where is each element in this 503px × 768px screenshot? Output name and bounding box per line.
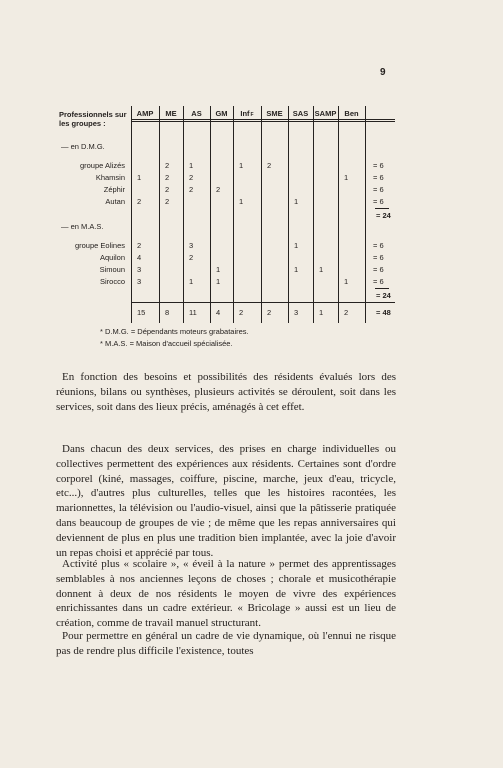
table-cell: 3 xyxy=(189,241,194,250)
table-cell: 1 xyxy=(294,197,299,206)
staffing-table xyxy=(55,103,405,335)
row-label: Simoun xyxy=(99,265,125,274)
table-label-line1: Professionnels sur xyxy=(59,110,127,119)
column-header-suffix: F xyxy=(250,112,254,118)
column-total: 8 xyxy=(165,308,170,317)
table-cell: 2 xyxy=(189,253,194,262)
table-cell: 4 xyxy=(137,253,142,262)
table-cell: 1 xyxy=(294,265,299,274)
table-label-line2: les groupes : xyxy=(59,119,106,128)
table-cell: 2 xyxy=(137,241,142,250)
paragraph: Pour permettre en général un cadre de vie dynamique, où l'ennui ne risque pas de rendre plus difficile l'existence, toutes xyxy=(56,630,396,657)
row-label: groupe Eolines xyxy=(74,241,125,250)
table-header-rule xyxy=(131,119,395,120)
column-total: 1 xyxy=(319,308,324,317)
table-cell: 1 xyxy=(216,265,221,274)
section-title: — en D.M.G. xyxy=(61,142,105,151)
row-total: = 6 xyxy=(373,253,384,262)
column-header: ME xyxy=(165,109,177,118)
column-header: AMP xyxy=(136,109,154,118)
table-cell: 1 xyxy=(189,277,194,286)
table-cell: 1 xyxy=(344,173,349,182)
section-subtotal: = 24 xyxy=(376,291,391,300)
table-column-rule xyxy=(261,106,262,323)
table-column-rule xyxy=(183,106,184,323)
column-total: 2 xyxy=(267,308,272,317)
footnotes xyxy=(100,326,249,350)
table-cell: 1 xyxy=(319,265,324,274)
table-column-rule xyxy=(131,106,132,323)
table-column-rule xyxy=(210,106,211,323)
table-cell: 2 xyxy=(165,197,170,206)
column-header: SAMP xyxy=(314,109,337,118)
row-label: Zéphir xyxy=(103,185,125,194)
column-header: AS xyxy=(191,109,202,118)
table-cell: 1 xyxy=(239,197,244,206)
row-total: = 6 xyxy=(373,197,384,206)
table-cell: 1 xyxy=(137,173,142,182)
column-header: GM xyxy=(215,109,228,118)
row-total: = 6 xyxy=(373,185,384,194)
table-column-rule xyxy=(338,106,339,323)
row-label: Aquilon xyxy=(99,253,125,262)
table-cell: 2 xyxy=(165,185,170,194)
column-total: 3 xyxy=(294,308,299,317)
table-cell: 2 xyxy=(137,197,142,206)
grand-total: = 48 xyxy=(376,308,391,317)
row-total: = 6 xyxy=(373,173,384,182)
column-total: 15 xyxy=(137,308,146,317)
paragraph: En fonction des besoins et possibilités des résidents évalués lors des réunions, bilans ou synthèses, plusieurs activités se déroulent, soit dans les services, soit dans des lieux précis, aménagés à cet effet. xyxy=(56,371,396,413)
footnote: * D.M.G. = Dépendants moteurs grabataires. xyxy=(100,327,249,336)
column-header: InfF xyxy=(240,109,254,118)
table-column-rule xyxy=(159,106,160,323)
table-cell: 1 xyxy=(344,277,349,286)
section-subtotal: = 24 xyxy=(376,211,391,220)
column-header: Ben xyxy=(344,109,359,118)
table-cell: 3 xyxy=(137,277,142,286)
row-total: = 6 xyxy=(373,277,384,286)
table-cell: 1 xyxy=(216,277,221,286)
table-totals-rule xyxy=(131,302,395,303)
table-column-rule xyxy=(233,106,234,323)
page-number: 9 xyxy=(380,67,386,78)
row-label: Autan xyxy=(105,197,125,206)
table-cell: 3 xyxy=(137,265,142,274)
row-total: = 6 xyxy=(373,161,384,170)
subtotal-rule xyxy=(375,208,389,209)
table-cell: 1 xyxy=(239,161,244,170)
paragraph: Dans chacun des deux services, des prises en charge individuelles ou collectives permettent des expériences aux résidents. Certaines sont d'ordre corporel (kiné, massages, coiffure, piscine, marche, jeux d'eau, tricycle, etc...), d'autres plus culturelles, telles que les histoires racontées, les marionnettes, la télévision ou l'audio-visuel, ainsi que la pâtisserie pratiquée dans beaucoup de groupes de vie ; de même que les repas anniversaires qui deviennent de plus en plus une tradition bien implantée, avec la joie d'avoir un repas choisi et apprécié par tous. xyxy=(56,443,396,559)
table-column-rule xyxy=(313,106,314,323)
table-cell: 1 xyxy=(294,241,299,250)
table-header-rule xyxy=(131,121,395,122)
section-title: — en M.A.S. xyxy=(61,222,104,231)
table-column-rule xyxy=(365,106,366,323)
footnote: * M.A.S. = Maison d'accueil spécialisée. xyxy=(100,339,233,348)
row-label: groupe Alizés xyxy=(79,161,125,170)
column-total: 2 xyxy=(239,308,244,317)
table-cell: 2 xyxy=(189,173,194,182)
table-cell: 2 xyxy=(189,185,194,194)
table-cell: 1 xyxy=(189,161,194,170)
table-column-rule xyxy=(288,106,289,323)
table-cell: 2 xyxy=(267,161,272,170)
subtotal-rule xyxy=(375,288,389,289)
table-cell: 2 xyxy=(165,173,170,182)
table-cell: 2 xyxy=(165,161,170,170)
table-cell: 2 xyxy=(216,185,221,194)
paragraph: Activité plus « scolaire », « éveil à la nature » permet des apprentissages semblables à nos anciennes leçons de choses ; chorale et musicothérapie donnent à deux de nos résidents le moyen de vivre des expériences enrichissantes dans un cadre extérieur. « Bricolage » aussi est un lieu de création, comme de travail manuel structurant. xyxy=(56,558,396,630)
row-total: = 6 xyxy=(373,241,384,250)
column-total: 4 xyxy=(216,308,221,317)
row-total: = 6 xyxy=(373,265,384,274)
column-total: 11 xyxy=(189,308,197,317)
column-header: SAS xyxy=(292,109,309,118)
column-header: SME xyxy=(266,109,283,118)
column-total: 2 xyxy=(344,308,349,317)
row-label: Khamsin xyxy=(95,173,125,182)
row-label: Sirocco xyxy=(99,277,125,286)
